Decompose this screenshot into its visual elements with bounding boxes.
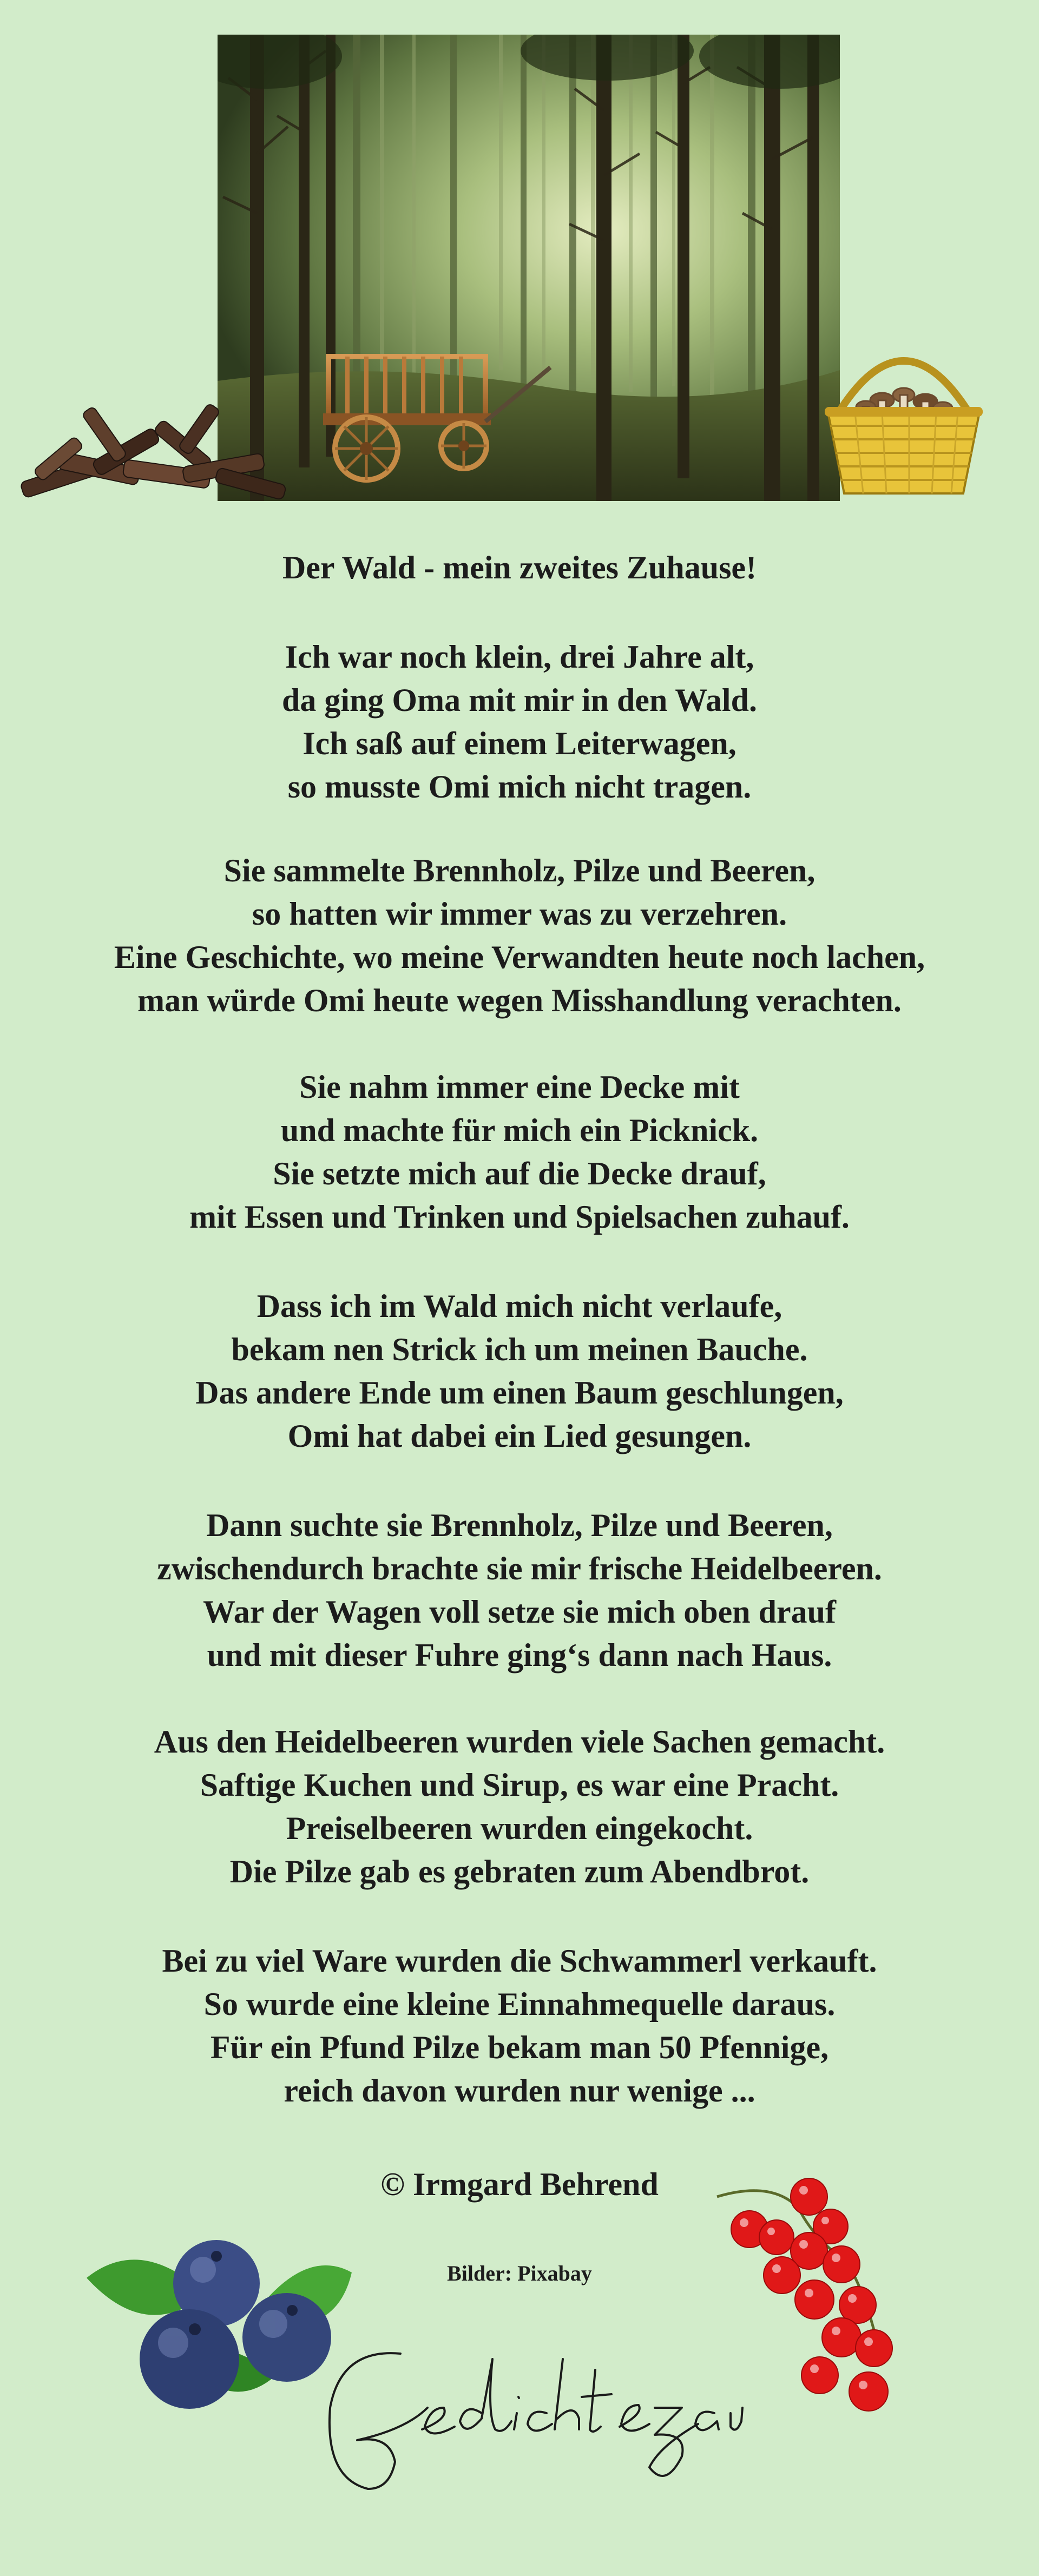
poem-line: man würde Omi heute wegen Misshandlung verachten. — [137, 983, 902, 1018]
poem-line: Bei zu viel Ware wurden die Schwammerl verkauft. — [162, 1943, 877, 1979]
signature-logo — [308, 2327, 752, 2511]
poem-line: bekam nen Strick ich um meinen Bauche. — [231, 1332, 808, 1367]
poem-line: Preiselbeeren wurden eingekocht. — [286, 1810, 753, 1846]
poem-line: Ich war noch klein, drei Jahre alt, — [285, 639, 754, 675]
poem-line: zwischendurch brachte sie mir frische Heidelbeeren. — [157, 1551, 882, 1586]
poem-line: So wurde eine kleine Einnahmequelle daraus. — [203, 1986, 836, 2022]
poem-line: Für ein Pfund Pilze bekam man 50 Pfennige, — [210, 2030, 829, 2065]
poem-line: Dass ich im Wald mich nicht verlaufe, — [257, 1288, 782, 1324]
poem-line: Dann suchte sie Brennholz, Pilze und Beeren, — [206, 1507, 833, 1543]
poem-line: Ich saß auf einem Leiterwagen, — [303, 726, 736, 761]
copyright: © Irmgard Behrend — [380, 2166, 659, 2202]
poem-line: Eine Geschichte, wo meine Verwandten heute noch lachen, — [114, 939, 925, 975]
poem-line: Sie nahm immer eine Decke mit — [299, 1069, 740, 1105]
poem-line: Sie setzte mich auf die Decke drauf, — [273, 1156, 766, 1191]
poem-line: und mit dieser Fuhre ging‘s dann nach Haus. — [207, 1637, 832, 1673]
poem-line: War der Wagen voll setze sie mich oben drauf — [203, 1594, 836, 1630]
poem-line: Die Pilze gab es gebraten zum Abendbrot. — [229, 1854, 810, 1889]
poem-line: Aus den Heidelbeeren wurden viele Sachen gemacht. — [154, 1724, 885, 1760]
poem-line: so hatten wir immer was zu verzehren. — [252, 896, 787, 932]
poem-line: Saftige Kuchen und Sirup, es war eine Pracht. — [200, 1767, 839, 1803]
poem-line: Das andere Ende um einen Baum geschlungen, — [195, 1375, 844, 1411]
poem-line: reich davon wurden nur wenige ... — [284, 2073, 755, 2109]
firewood-icon — [10, 400, 302, 509]
poem-line: Omi hat dabei ein Lied gesungen. — [287, 1418, 752, 1454]
poem-line: da ging Oma mit mir in den Wald. — [282, 682, 757, 718]
poem-line: und machte für mich ein Picknick. — [280, 1112, 759, 1148]
poem-title: Der Wald - mein zweites Zuhause! — [282, 550, 757, 585]
forest-wagon-image — [218, 35, 840, 501]
poem-line: so musste Omi mich nicht tragen. — [287, 769, 752, 805]
image-credit: Bilder: Pixabay — [447, 2261, 592, 2285]
poem-line: Sie sammelte Brennholz, Pilze und Beeren, — [223, 853, 816, 888]
mushroom-basket-icon — [817, 331, 990, 504]
poem-line: mit Essen und Trinken und Spielsachen zuhauf. — [189, 1199, 850, 1235]
